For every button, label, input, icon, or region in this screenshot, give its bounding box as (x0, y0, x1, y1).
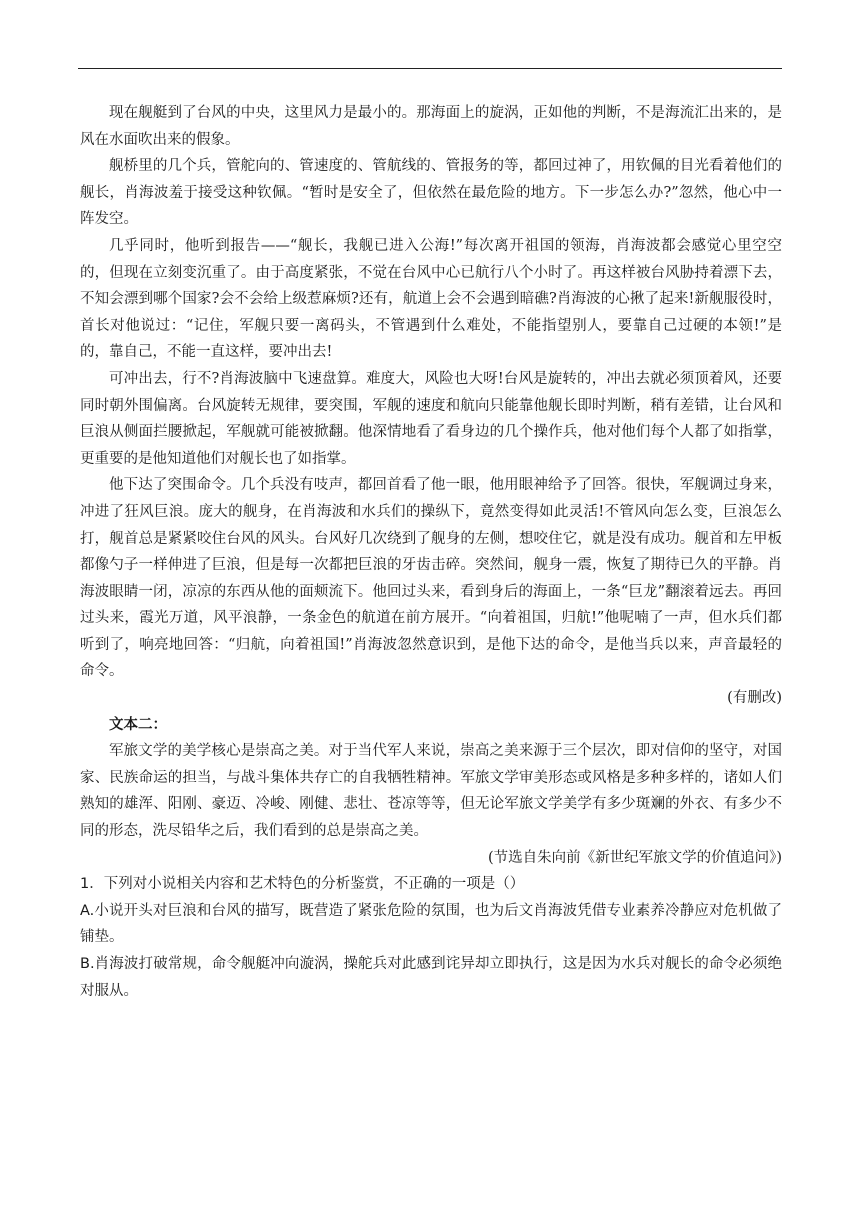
question-1-stem: 1．下列对小说相关内容和艺术特色的分析鉴赏，不正确的一项是（） (80, 876, 525, 893)
text2-source-note: (节选自朱向前《新世纪军旅文学的价值追问》) (487, 849, 782, 866)
text2-heading: 文本二： (109, 715, 167, 733)
text1-source-note: (有删改) (727, 690, 782, 707)
text1-paragraph-3: 几乎同时，他听到报告——“舰长，我舰已进入公海!”每次离开祖国的领海，肖海波都会感觉心里空空的，但现在立刻变沉重了。由于高度紧张，不觉在台风中心已航行八个小时了。再这样被台风胁持着漂下去，不知会漂到哪个国家?会不会给上级惹麻烦?还有，航道上会不会遇到暗礁?肖海波的心揪了起来!新舰服役时，首长对他说过：“记住，军舰只要一离码头，不管遇到什么难处，不能指望别人，要靠自己过硬的本领!”是的，靠自己，不能一直这样，要冲出去! (80, 237, 782, 361)
header-rule (78, 68, 782, 69)
question-1-option-b[interactable]: B.肖海波打破常规，命令舰艇冲向漩涡，操舵兵对此感到诧异却立即执行，这是因为水兵对舰长的命令必须绝对服从。 (80, 956, 782, 999)
question-1-option-a[interactable]: A.小说开头对巨浪和台风的描写，既营造了紧张危险的氛围，也为后文肖海波凭借专业素养冷静应对危机做了铺垫。 (80, 902, 782, 946)
text1-paragraph-4: 可冲出去，行不?肖海波脑中飞速盘算。难度大，风险也大呀!台风是旋转的，冲出去就必须顶着风，还要同时朝外围偏离。台风旋转无规律，要突围，军舰的速度和航向只能靠他舰长即时判断，稍有差错，让台风和巨浪从侧面拦腰掀起，军舰就可能被掀翻。他深情地看了看身边的几个操作兵，他对他们每个人都了如指掌，更重要的是他知道他们对舰长也了如指掌。 (80, 370, 782, 467)
document-body (80, 100, 782, 1004)
text1-paragraph-5: 他下达了突围命令。几个兵没有吱声，都回首看了他一眼，他用眼神给予了回答。很快，军舰调过身来，冲进了狂风巨浪。庞大的舰身，在肖海波和水兵们的操纵下，竟然变得如此灵活!不管风向怎么变，巨浪怎么打，舰首总是紧紧咬住台风的风头。台风好几次绕到了舰身的左侧，想咬住它，就是没有成功。舰首和左甲板都像勺子一样伸进了巨浪，但是每一次都把巨浪的牙齿击碎。突然间，舰身一震，恢复了期待已久的平静。肖海波眼睛一闭，凉凉的东西从他的面颊流下。他回过头来，看到身后的海面上，一条“巨龙”翻滚着远去。再回过头来，霞光万道，风平浪静，一条金色的航道在前方展开。“向着祖国，归航!”他呢喃了一声，但水兵们都听到了，响亮地回答：“归航，向着祖国!”肖海波忽然意识到，是他下达的命令，是他当兵以来，声音最轻的命令。 (80, 477, 782, 680)
text1-paragraph-1: 现在舰艇到了台风的中央，这里风力是最小的。那海面上的旋涡，正如他的判断，不是海流汇出来的，是风在水面吹出来的假象。 (80, 105, 782, 148)
text2-paragraph: 军旅文学的美学核心是崇高之美。对于当代军人来说，崇高之美来源于三个层次，即对信仰的坚守，对国家、民族命运的担当，与战斗集体共存亡的自我牺牲精神。军旅文学审美形态或风格是多种多样的，诸如人们熟知的雄浑、阳刚、豪迈、冷峻、刚健、悲壮、苍凉等等，但无论军旅文学美学有多少斑斓的外衣、有多少不同的形态，洗尽铅华之后，我们看到的总是崇高之美。 (80, 743, 782, 840)
text1-paragraph-2: 舰桥里的几个兵，管舵向的、管速度的、管航线的、管报务的等，都回过神了，用钦佩的目光看着他们的舰长，肖海波羞于接受这种钦佩。“暂时是安全了，但依然在最危险的地方。下一步怎么办?”忽然，他心中一阵发空。 (80, 158, 782, 228)
